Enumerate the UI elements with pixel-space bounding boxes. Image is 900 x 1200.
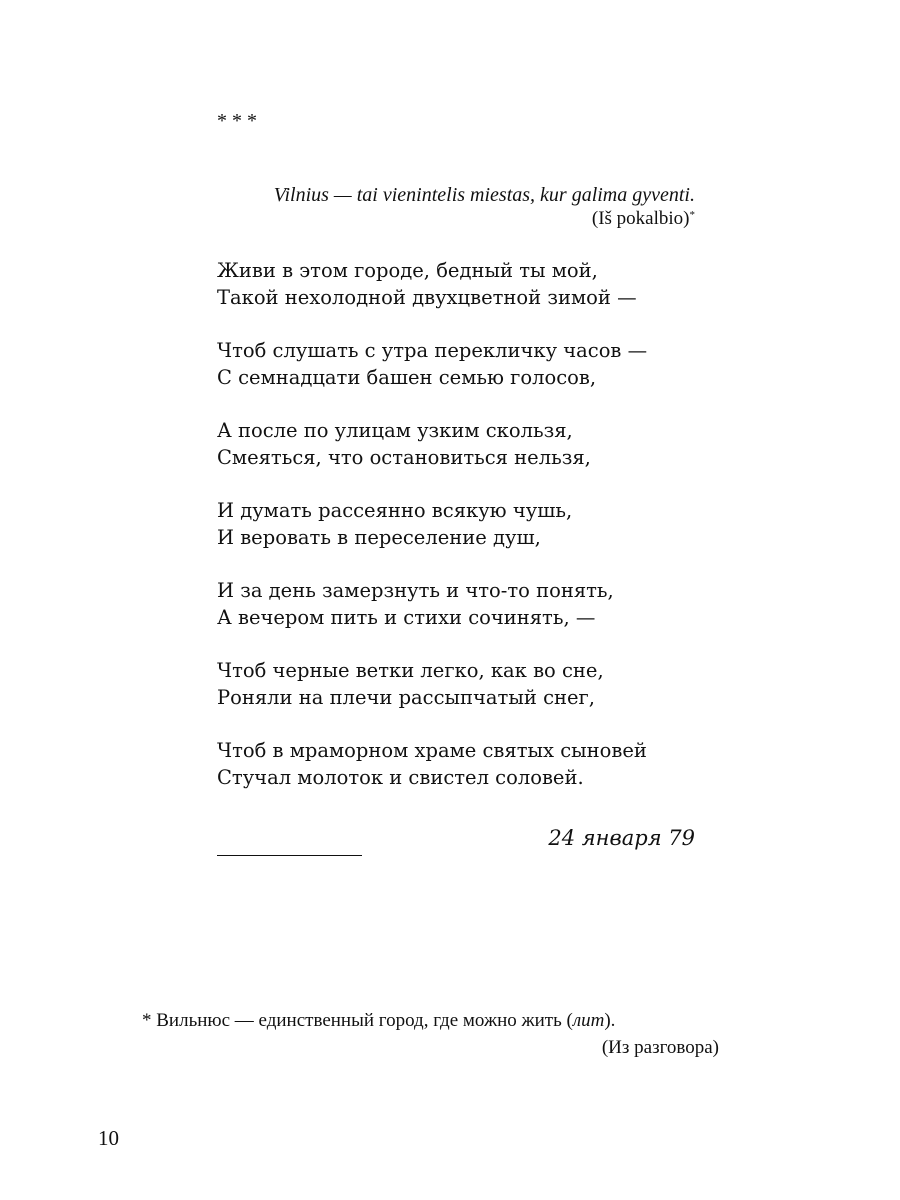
poem-date: 24 января 79 — [548, 826, 695, 850]
poem-line: Чтоб в мраморном храме святых сыновей — [217, 739, 647, 762]
poem-line: И веровать в переселение душ, — [217, 526, 541, 549]
poem — [217, 257, 647, 817]
footnote-rule — [217, 855, 362, 856]
poem-line: И за день замерзнуть и что-то понять, — [217, 579, 614, 602]
poem-line: Стучал молоток и свистел соловей. — [217, 766, 584, 789]
epigraph-source-text: (Iš pokalbio) — [591, 208, 690, 229]
stanza-5 — [217, 577, 647, 631]
epigraph-text: Vilnius — tai vienintelis miestas, kur galima gyventi. — [273, 184, 695, 206]
stanza-7 — [217, 737, 647, 791]
stanza-3 — [217, 417, 647, 471]
stanza-1 — [217, 257, 647, 311]
poem-line: Роняли на плечи рассыпчатый снег, — [217, 686, 595, 709]
poem-line: И думать рассеянно всякую чушь, — [217, 499, 573, 522]
poem-line: Чтоб слушать с утра перекличку часов — — [217, 339, 648, 362]
footnote-text-after: ). — [604, 1010, 616, 1031]
poem-line: Такой нехолодной двухцветной зимой — — [217, 286, 637, 309]
section-mark: * * * — [217, 110, 257, 132]
stanza-6 — [217, 657, 647, 711]
poem-line: Чтоб черные ветки легко, как во сне, — [217, 659, 604, 682]
epigraph-source — [592, 208, 695, 230]
footnote-marker: * — [689, 209, 695, 221]
footnote-text-before: * Вильнюс — единственный город, где можно жить ( — [142, 1010, 573, 1031]
poem-line: А вечером пить и стихи сочинять, — — [217, 606, 596, 629]
poem-line: Смеяться, что остановиться нельзя, — [217, 446, 591, 469]
stanza-2 — [217, 337, 647, 391]
poem-line: С семнадцати башен семью голосов, — [217, 366, 597, 389]
footnote-source: (Из разговора) — [601, 1037, 719, 1058]
stanza-4 — [217, 497, 647, 551]
poem-line: А после по улицам узким скользя, — [217, 419, 573, 442]
page-number: 10 — [98, 1126, 119, 1150]
poem-line: Живи в этом городе, бедный ты мой, — [217, 259, 598, 282]
footnote-lang: лит — [572, 1010, 605, 1031]
footnote-text — [142, 1010, 615, 1032]
